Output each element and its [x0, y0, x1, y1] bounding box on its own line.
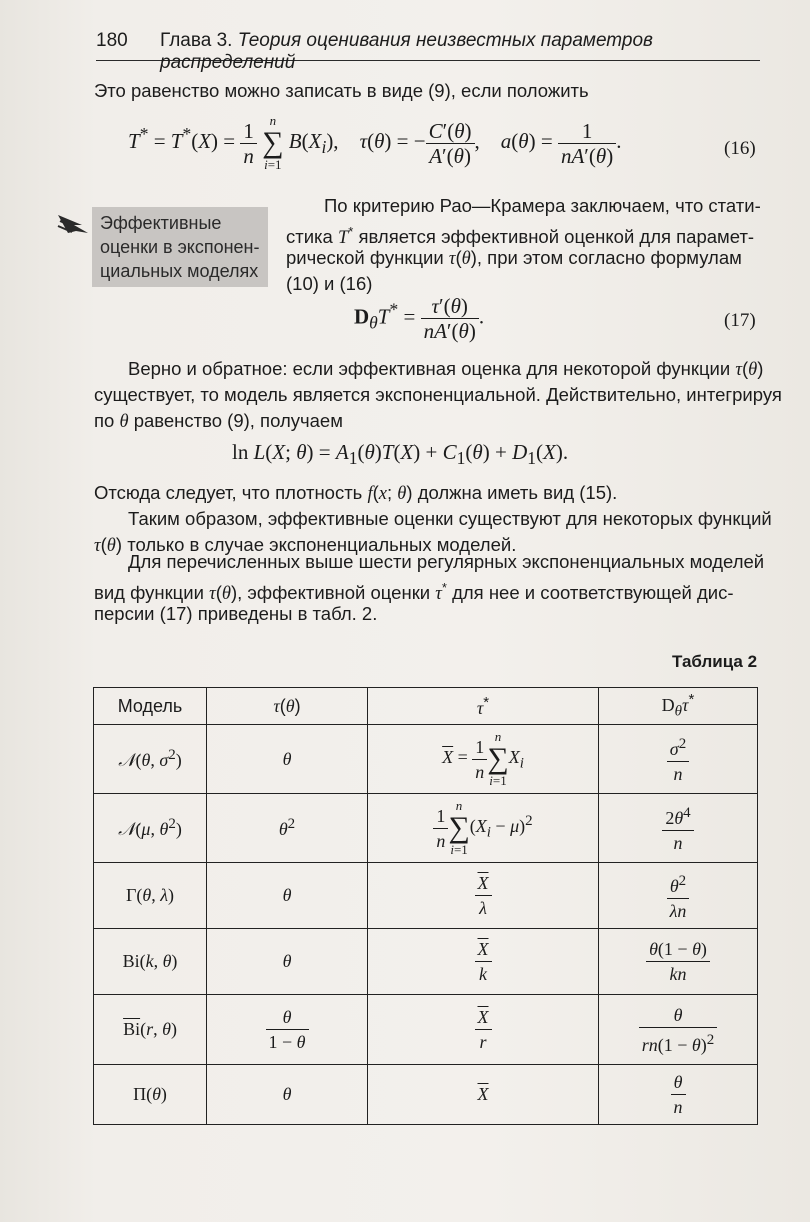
variance-cell: $\frac{\theta}{rn(1 - \theta)^2}$ — [599, 995, 758, 1065]
paragraph-line: По критерию Рао—Крамера заключаем, что стати- — [324, 195, 761, 216]
paragraph-line: по θ равенство (9), получаем — [94, 410, 343, 432]
running-header — [96, 28, 760, 73]
page-number: 180 — [96, 30, 128, 51]
estimator-cell: $\frac{\overline{X}}{r}$ — [368, 995, 599, 1065]
paragraph-line: стика T* является эффективной оценкой для парамет- — [286, 224, 755, 249]
paragraph-line: Отсюда следует, что плотность f(x; θ) должна иметь вид (15). — [94, 482, 618, 504]
equation-16-number: (16) — [724, 138, 756, 159]
equation-16: T* = T*(X) = $\frac{1}{n}$ n ∑ i=1 $B(X_i)$, τ(θ) = − $\frac{C'(\theta)}{A'(\theta)}$ , a(θ) = $\frac{1}{nA'(\theta)}$ . — [128, 113, 622, 172]
tau-cell: θ — [207, 863, 368, 929]
table-header-row — [94, 688, 758, 725]
paragraph-line: Верно и обратное: если эффективная оценка для некоторой функции τ(θ) — [128, 358, 764, 380]
model-cell: 𝒩(μ, $\theta^2$) — [94, 794, 207, 863]
tau-cell: θ — [207, 1065, 368, 1125]
variance-cell: $\frac{\theta(1 - \theta)}{kn}$ — [599, 929, 758, 995]
model-cell: Bi(k, θ) — [94, 929, 207, 995]
tau-cell: $\frac{\theta}{1 - \theta}$ — [207, 995, 368, 1065]
tau-cell: θ — [207, 929, 368, 995]
intro-text: Это равенство можно записать в виде (9), если положить — [94, 80, 589, 101]
estimator-cell: $\frac{\overline{X}}{k}$ — [368, 929, 599, 995]
table-row — [94, 1065, 758, 1125]
table-row — [94, 725, 758, 794]
paragraph-line: Для перечисленных выше шести регулярных экспоненциальных моделей — [128, 551, 765, 572]
estimator-cell: $\overline{X}$ = $\frac{1}{n}$ n ∑ $i=1X_i$ — [368, 725, 599, 794]
table-row — [94, 863, 758, 929]
estimates-table — [93, 687, 758, 1125]
equation-log-likelihood: ln L(X; $\theta) = A_1(\theta)T(X) + C_1(\theta) + D_1(X)$. — [232, 440, 569, 469]
model-cell: Π(θ) — [94, 1065, 207, 1125]
equation-17-number: (17) — [724, 310, 756, 331]
estimator-cell: $\frac{\overline{X}}{\lambda}$ — [368, 863, 599, 929]
header-model: Модель — [94, 688, 207, 725]
tau-cell: θ — [207, 725, 368, 794]
table-caption: Таблица 2 — [672, 652, 758, 671]
model-cell: 𝒩(θ, $\sigma^2$) — [94, 725, 207, 794]
paragraph-line: персии (17) приведены в табл. 2. — [94, 603, 378, 624]
estimator-cell: $\overline{X}$ — [368, 1065, 599, 1125]
table-row — [94, 929, 758, 995]
variance-cell: $\frac{\theta}{n}$ — [599, 1065, 758, 1125]
chapter-heading: Глава 3. Теория оценивания неизвестных параметров распределений — [160, 30, 653, 73]
model-cell: $\overline{Bi}(r$, θ) — [94, 995, 207, 1065]
table-row — [94, 995, 758, 1065]
paragraph-line: вид функции τ(θ), эффективной оценки τ* для нее и соответствующей дис- — [94, 580, 734, 605]
variance-cell: $\frac{\sigma^2}{n}$ — [599, 725, 758, 794]
header-tau: τ(θ) — [207, 688, 368, 725]
header-variance: $D_\theta\tau^*$ — [599, 688, 758, 725]
margin-note-line: Эффективные — [100, 213, 222, 233]
model-cell: Γ(θ, λ) — [94, 863, 207, 929]
paragraph-line: существует, то модель является экспоненциальной. Действительно, интегрируя — [94, 384, 782, 405]
paragraph-line: τ(θ) только в случае экспоненциальных моделей. — [94, 534, 517, 556]
tau-cell: $\theta^2$ — [207, 794, 368, 863]
paragraph-line: рической функции τ(θ), при этом согласно формулам — [286, 247, 742, 269]
equation-17: $D_\theta T^*$ = $\frac{\tau'(\theta)}{nA'(\theta)}$ . — [354, 294, 485, 343]
variance-cell: $\frac{\theta^2}{\lambda n}$ — [599, 863, 758, 929]
margin-note-line: оценки в экспонен- — [100, 237, 260, 257]
margin-note — [92, 207, 268, 287]
table-row — [94, 794, 758, 863]
variance-cell: $\frac{2\theta^4}{n}$ — [599, 794, 758, 863]
estimator-cell: $\frac{1}{n}$ n ∑ $i=1(X_i - \mu)^2$ — [368, 794, 599, 863]
paragraph-line: Таким образом, эффективные оценки существуют для некоторых функций — [128, 508, 772, 529]
header-tau-star: τ* — [368, 688, 599, 725]
paragraph-line: (10) и (16) — [286, 273, 373, 294]
margin-note-line: циальных моделях — [100, 261, 259, 281]
pointer-arrow-icon — [56, 213, 90, 235]
